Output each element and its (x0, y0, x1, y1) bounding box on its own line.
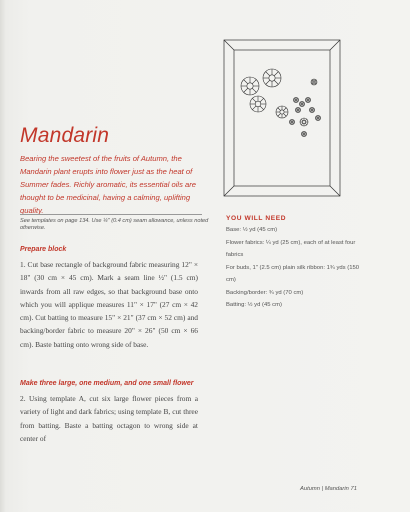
leaf-bud (295, 107, 300, 112)
leaf-bud (301, 131, 306, 136)
intro-text: Bearing the sweetest of the fruits of Autumn, the Mandarin plant erupts into flower just as the heat of Summer fades. Richly aromatic, its essential oils are thought to be medicinal, having a calming, uplifting quality. (20, 154, 196, 215)
materials-item: Flower fabrics: ¼ yd (25 cm), each of at least four fabrics (226, 239, 356, 258)
note-divider (20, 214, 202, 215)
mitre-line-top-right (330, 40, 340, 50)
section-text-prepare: 1. Cut base rectangle of background fabric measuring 12" × 18" (30 cm × 45 cm). Mark a seam line ½" (1.5 cm) inwards from all raw edges, so that background base onto which you will applique measures 11" × 17" (27 cm × 42 cm). Cut batting to measure 15" × 21" (37 cm × 52 cm) and backing/border fabric to measure 20" × 26" (50 cm × 66 cm). Baste batting onto wrong side of base. (20, 260, 198, 349)
section-heading-prepare: Prepare block (20, 246, 67, 253)
page-title: Mandarin (20, 124, 110, 147)
mitre-line-top-left (224, 40, 234, 50)
quilt-block-diagram (222, 38, 342, 198)
seam-allowance-note: See templates on page 134. Use ¼" (0.4 cm) seam allowance, unless noted otherwise. (20, 218, 209, 231)
medium-flower (276, 106, 288, 118)
large-flower (263, 69, 281, 87)
materials-heading: YOU WILL NEED (226, 215, 287, 222)
materials-item: Base: ½ yd (45 cm) (226, 227, 278, 233)
mitre-line-bottom-right (330, 186, 340, 196)
large-flower (250, 96, 266, 112)
leaf-bud (299, 101, 304, 106)
leaf-bud (305, 97, 310, 102)
materials-item: Backing/border: ¾ yd (70 cm) (226, 289, 304, 296)
leaf-bud (309, 107, 314, 112)
running-footer: Autumn | Mandarin 71 (300, 486, 357, 492)
materials-item: For buds, 1" (2.5 cm) plain silk ribbon: 1¾ yds (150 cm) (226, 264, 360, 283)
leaf-bud (315, 115, 320, 120)
large-flower (241, 77, 259, 95)
materials-item: Batting: ½ yd (45 cm) (226, 302, 282, 308)
section-text-flowers: 2. Using template A, cut six large flower pieces from a variety of light and dark fabrics; using template B, cut three from batting. Baste a batting octagon to wrong side at center of (20, 394, 198, 443)
bud (300, 118, 308, 126)
small-flower (311, 79, 317, 85)
leaf-bud (293, 97, 298, 102)
section-heading-flowers: Make three large, one medium, and one small flower (20, 380, 194, 387)
leaf-bud (289, 119, 294, 124)
mitre-line-bottom-left (224, 186, 234, 196)
materials-list (226, 224, 366, 312)
